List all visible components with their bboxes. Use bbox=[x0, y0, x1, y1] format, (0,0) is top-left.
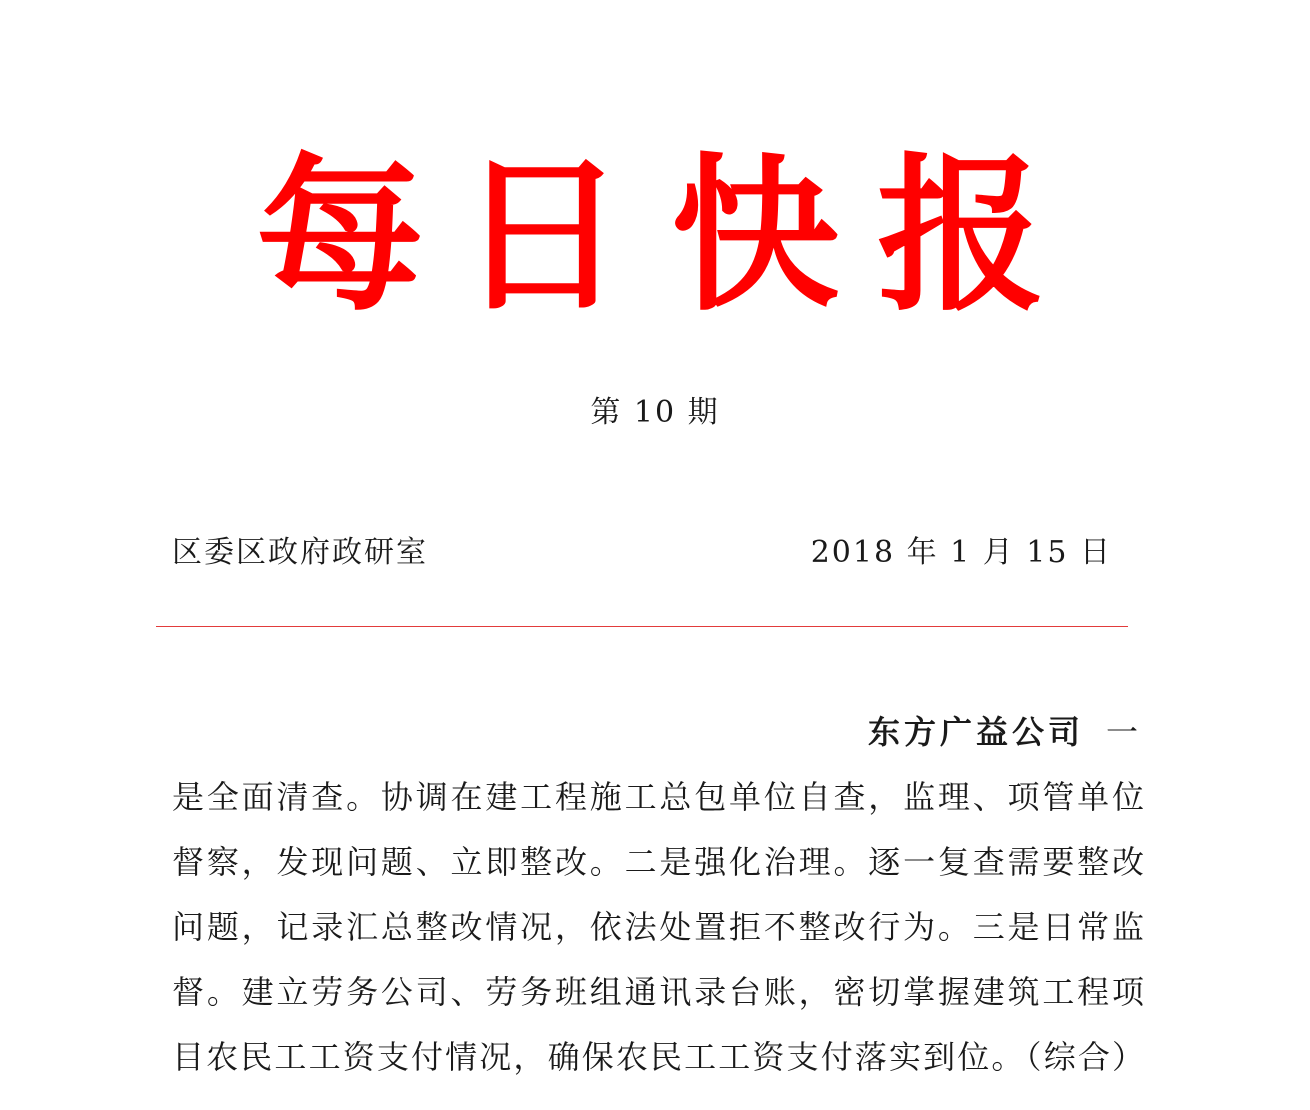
article-line-1: 是全面清查。协调在建工程施工总包单位自查，监理、项管单位 bbox=[172, 778, 1144, 816]
article-lead-line bbox=[172, 700, 1144, 765]
company-name: 东方广益公司 bbox=[867, 713, 1084, 751]
masthead-title bbox=[0, 130, 1310, 340]
article-line-2: 督察，发现问题、立即整改。二是强化治理。逐一复查需要整改 bbox=[172, 843, 1144, 881]
article-line-5: 目农民工工资支付情况，确保农民工工资支付落实到位。（综合） bbox=[172, 1038, 1144, 1076]
header-divider bbox=[156, 626, 1128, 627]
article-line-4: 督。建立劳务公司、劳务班组通讯录台账，密切掌握建筑工程项 bbox=[172, 973, 1144, 1011]
masthead-char-2: 日 bbox=[458, 136, 626, 334]
masthead-char-1: 每 bbox=[256, 136, 424, 334]
masthead-char-4: 报 bbox=[877, 136, 1045, 334]
issue-date: 2018 年 1 月 15 日 bbox=[810, 535, 1112, 570]
issue-number: 第 10 期 bbox=[590, 395, 720, 430]
issuing-office: 区委区政府政研室 bbox=[172, 535, 428, 570]
article-line-3: 问题，记录汇总整改情况，依法处置拒不整改行为。三是日常监 bbox=[172, 908, 1144, 946]
article-body bbox=[172, 700, 1144, 1090]
article-lead-tail: 一 bbox=[1105, 713, 1138, 751]
masthead-char-3: 快 bbox=[671, 136, 839, 334]
